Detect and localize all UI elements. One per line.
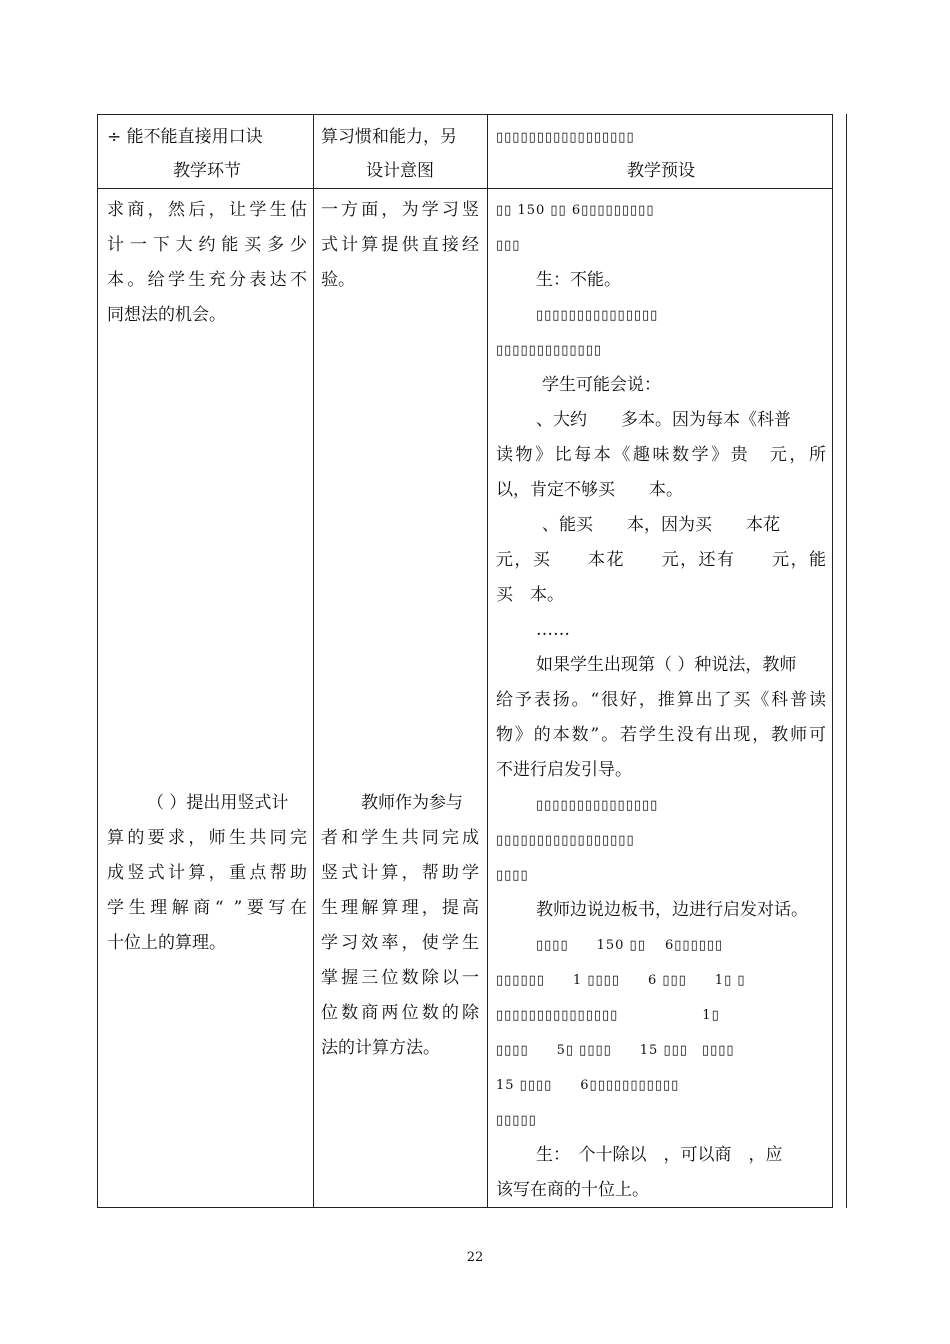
col3-line: ▯▯ 150 ▯▯ 6▯▯▯▯▯▯▯▯▯ bbox=[496, 203, 655, 218]
col3-line: ▯▯▯▯▯▯▯▯▯▯▯▯▯▯▯ 1▯ bbox=[496, 1008, 720, 1023]
col1-line: 计一下大约能买多少 bbox=[107, 235, 307, 255]
col3-line: ▯▯▯▯▯ bbox=[496, 1113, 537, 1128]
page-number: 22 bbox=[466, 1250, 484, 1265]
col3-line: 物》的本数”。若学生没有出现，教师可 bbox=[496, 725, 826, 745]
col3-line: ▯▯▯▯▯▯▯▯▯▯▯▯▯ bbox=[496, 343, 602, 358]
col1-line: 本。给学生充分表达不 bbox=[107, 270, 307, 290]
col1-line: 同想法的机会。 bbox=[107, 305, 226, 325]
col3-line: ▯▯▯▯ 150 ▯▯ 6▯▯▯▯▯▯ bbox=[536, 938, 724, 953]
col2-line: 法的计算方法。 bbox=[321, 1038, 440, 1058]
table-divider bbox=[313, 114, 314, 1208]
header-teaching-preset: 教学预设 bbox=[627, 161, 695, 181]
col3-line: …… bbox=[536, 620, 570, 640]
col2-line: 教师作为参与 bbox=[361, 793, 463, 813]
col3-line: 15 ▯▯▯▯ 6▯▯▯▯▯▯▯▯▯▯▯ bbox=[496, 1078, 680, 1093]
col3-line: 、大约 多本。因为每本《科普 bbox=[536, 410, 791, 430]
col3-line: 学生可能会说： bbox=[542, 375, 661, 395]
col3-line: 给予表扬。“很好，推算出了买《科普读 bbox=[496, 690, 826, 710]
col3-line: 元，买 本花 元，还有 元，能 bbox=[496, 550, 826, 570]
col2-line: 位数商两位数的除 bbox=[321, 1003, 479, 1023]
col1-line: 求商，然后，让学生估 bbox=[107, 200, 307, 220]
col3-line: ▯▯▯▯▯▯▯▯▯▯▯▯▯▯▯ bbox=[536, 798, 659, 813]
col3-block bbox=[496, 193, 826, 1208]
col3-line: ▯▯▯▯ bbox=[496, 868, 529, 883]
col2-line: 学习效率，使学生 bbox=[321, 933, 479, 953]
col1-line: 学生理解商“ ”要写在 bbox=[107, 898, 307, 918]
col1-line: 成竖式计算，重点帮助 bbox=[107, 863, 307, 883]
col1-line: 算的要求，师生共同完 bbox=[107, 828, 307, 848]
col2-line: 生理解算理，提高 bbox=[321, 898, 479, 918]
top-row-col3: ▯▯▯▯▯▯▯▯▯▯▯▯▯▯▯▯▯ bbox=[496, 130, 635, 145]
top-row-col1: ÷ 能不能直接用口诀 bbox=[107, 127, 263, 147]
col3-line: 生：不能。 bbox=[536, 270, 621, 290]
col1-block-a bbox=[107, 193, 307, 333]
col3-line: 该写在商的十位上。 bbox=[496, 1180, 649, 1200]
header-design-intent: 设计意图 bbox=[366, 161, 434, 181]
col3-line: 以，肯定不够买 本。 bbox=[496, 480, 683, 500]
col2-block-b bbox=[321, 786, 479, 1066]
col3-line: 读物》比每本《趣味数学》贵 元，所 bbox=[496, 445, 826, 465]
col3-line: ▯▯▯▯ 5▯ ▯▯▯▯ 15 ▯▯▯ ▯▯▯▯ bbox=[496, 1043, 735, 1058]
col2-line: 竖式计算，帮助学 bbox=[321, 863, 479, 883]
top-row-col2: 算习惯和能力，另 bbox=[321, 127, 457, 147]
header-teaching-step: 教学环节 bbox=[173, 161, 241, 181]
col1-block-b bbox=[107, 786, 307, 961]
col2-line: 者和学生共同完成 bbox=[321, 828, 479, 848]
col1-line: （ ）提出用竖式计 bbox=[147, 793, 289, 813]
col3-line: 生： 个十除以 ，可以商 ，应 bbox=[536, 1145, 783, 1165]
col3-line: ▯▯▯ bbox=[496, 238, 521, 253]
col2-block-a bbox=[321, 193, 479, 298]
table-divider bbox=[487, 114, 488, 1208]
col3-line: 不进行启发引导。 bbox=[496, 760, 632, 780]
col3-line: 买 本。 bbox=[496, 585, 564, 605]
col2-line: 式计算提供直接经 bbox=[321, 235, 479, 255]
col2-line: 掌握三位数除以一 bbox=[321, 968, 479, 988]
col3-line: ▯▯▯▯▯▯▯▯▯▯▯▯▯▯▯ bbox=[536, 308, 659, 323]
col3-line: 、能买 本，因为买 本花 bbox=[542, 515, 780, 535]
col2-line: 一方面，为学习竖 bbox=[321, 200, 479, 220]
col3-line: 教师边说边板书，边进行启发对话。 bbox=[536, 900, 808, 920]
col2-line: 验。 bbox=[321, 270, 355, 290]
col3-line: 如果学生出现第（ ）种说法，教师 bbox=[536, 655, 797, 675]
col3-line: ▯▯▯▯▯▯ 1 ▯▯▯▯ 6 ▯▯▯ 1▯ ▯ bbox=[496, 973, 746, 988]
page-edge-line bbox=[846, 114, 847, 1208]
col3-line: ▯▯▯▯▯▯▯▯▯▯▯▯▯▯▯▯▯ bbox=[496, 833, 635, 848]
col1-line: 十位上的算理。 bbox=[107, 933, 226, 953]
